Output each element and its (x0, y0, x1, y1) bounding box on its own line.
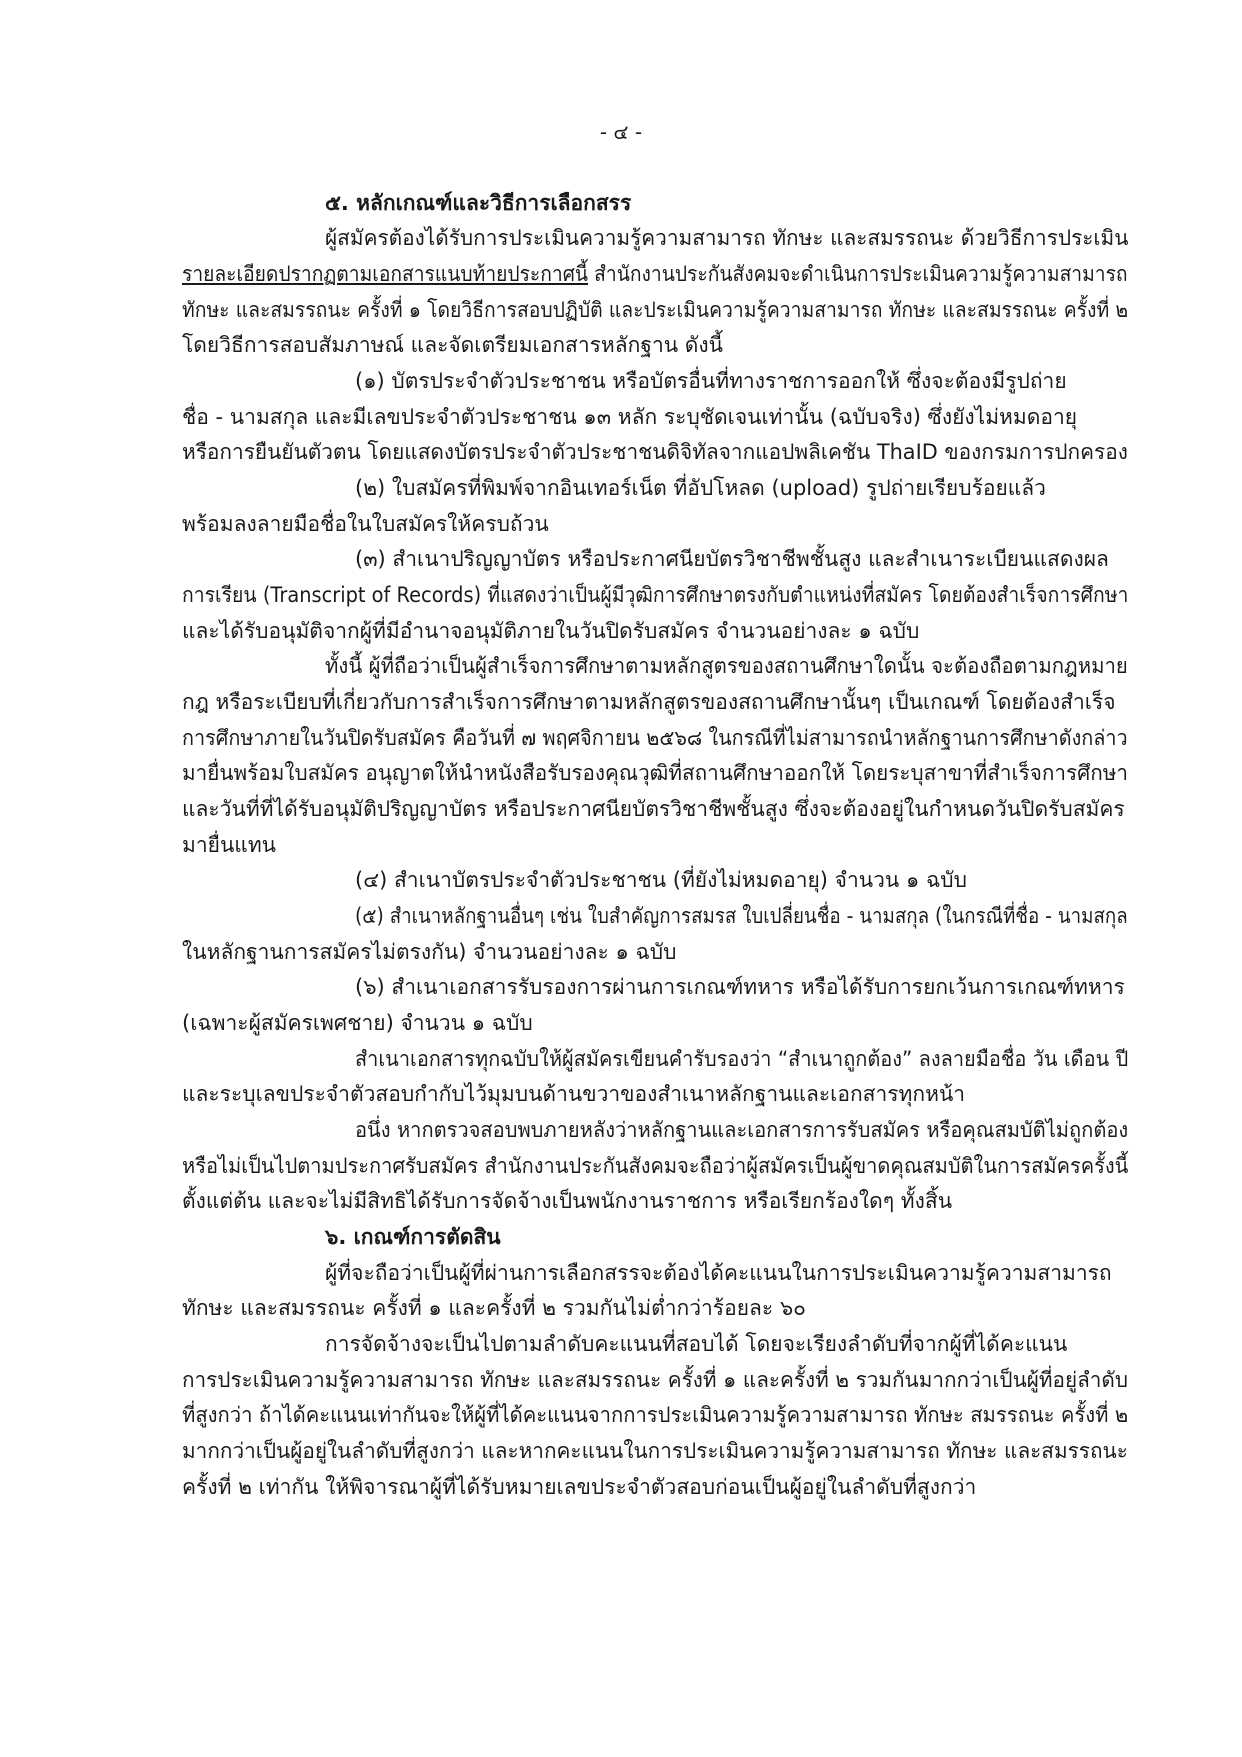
note-line: และวันที่ที่ได้รับอนุมัติปริญญาบัตร หรือประกาศนียบัตรวิชาชีพชั้นสูง ซึ่งจะต้องอยู่ในกำหนดวันปิดรับสมัคร (182, 797, 1125, 821)
certify-line: และระบุเลขประจำตัวสอบกำกับไว้มุมบนด้านขวาของสำเนาหลักฐานและเอกสารทุกหน้า (182, 1082, 966, 1106)
item1-line: ชื่อ - นามสกุล และมีเลขประจำตัวประชาชน ๑๓ หลัก ระบุชัดเจนเท่านั้น (ฉบับจริง) ซึ่งยังไม่หมดอายุ (182, 405, 1078, 429)
note-line: มายื่นพร้อมใบสมัคร อนุญาตให้นำหนังสือรับรองคุณวุฒิที่สถานศึกษาออกให้ โดยระบุสาขาที่สำเร็จการศึกษา (182, 761, 1129, 785)
warning-line: หรือไม่เป็นไปตามประกาศรับสมัคร สำนักงานประกันสังคมจะถือว่าผู้สมัครเป็นผู้ขาดคุณสมบัติในการสมัครครั้งนี้ (182, 1154, 1129, 1178)
section6-p2-line: การประเมินความรู้ความสามารถ ทักษะ และสมรรถนะ ครั้งที่ ๑ และครั้งที่ ๒ รวมกันมากกว่าเป็นผู้ที่อยู่ลำดับ (182, 1368, 1129, 1392)
note-line: กฎ หรือระเบียบที่เกี่ยวกับการสำเร็จการศึกษาตามหลักสูตรของสถานศึกษานั้นๆ เป็นเกณฑ์ โดยต้องสำเร็จ (182, 690, 1116, 714)
section6-p1-line: ผู้ที่จะถือว่าเป็นผู้ที่ผ่านการเลือกสรรจะต้องได้คะแนนในการประเมินความรู้ความสามารถ (325, 1261, 1112, 1285)
intro-rest: สำนักงานประกันสังคมจะดำเนินการประเมินความรู้ความสามารถ (588, 262, 1128, 286)
note-line: ทั้งนี้ ผู้ที่ถือว่าเป็นผู้สำเร็จการศึกษาตามหลักสูตรของสถานศึกษาใดนั้น จะต้องถือตามกฎหมาย (325, 654, 1128, 678)
note-line: มายื่นแทน (182, 833, 277, 857)
section6-heading: ๖. เกณฑ์การตัดสิน (325, 1225, 501, 1249)
section6-p2-line: ที่สูงกว่า ถ้าได้คะแนนเท่ากันจะให้ผู้ที่ได้คะแนนจากการประเมินความรู้ความสามารถ ทักษะ สมรรถนะ ครั้งที่ ๒ (182, 1403, 1129, 1427)
section5-intro-line: โดยวิธีการสอบสัมภาษณ์ และจัดเตรียมเอกสารหลักฐาน ดังนี้ (182, 333, 724, 357)
item5-line: ในหลักฐานการสมัครไม่ตรงกัน) จำนวนอย่างละ ๑ ฉบับ (182, 940, 677, 964)
note-line: การศึกษาภายในวันปิดรับสมัคร คือวันที่ ๗ พฤศจิกายน ๒๕๖๘ ในกรณีที่ไม่สามารถนำหลักฐานการศึกษาดังกล่าว (182, 726, 1128, 750)
item1-line: หรือการยืนยันตัวตน โดยแสดงบัตรประจำตัวประชาชนดิจิทัลจากแอปพลิเคชัน ThaID ของกรมการปกครอง (182, 440, 1128, 464)
section6-p2-line: มากกว่าเป็นผู้อยู่ในลำดับที่สูงกว่า และหากคะแนนในการประเมินความรู้ความสามารถ ทักษะ และสมรรถนะ (182, 1439, 1128, 1463)
item2-line: (๒) ใบสมัครที่พิมพ์จากอินเทอร์เน็ต ที่อัปโหลด (upload) รูปถ่ายเรียบร้อยแล้ว (355, 476, 1046, 500)
section5-intro-line: ผู้สมัครต้องได้รับการประเมินความรู้ความสามารถ ทักษะ และสมรรถนะ ด้วยวิธีการประเมิน (325, 226, 1129, 250)
item6-line: (เฉพาะผู้สมัครเพศชาย) จำนวน ๑ ฉบับ (182, 1011, 533, 1035)
section6-p2-line: ครั้งที่ ๒ เท่ากัน ให้พิจารณาผู้ที่ได้รับหมายเลขประจำตัวสอบก่อนเป็นผู้อยู่ในลำดับที่สูงกว่า (182, 1475, 977, 1499)
section5-intro-line (182, 257, 1128, 293)
certify-line: สำเนาเอกสารทุกฉบับให้ผู้สมัครเขียนคำรับรองว่า “สำเนาถูกต้อง” ลงลายมือชื่อ วัน เดือน ปี (355, 1047, 1129, 1071)
section5-heading: ๕. หลักเกณฑ์และวิธีการเลือกสรร (325, 191, 632, 215)
underlined-phrase: รายละเอียดปรากฏตามเอกสารแนบท้ายประกาศนี้ (182, 262, 589, 286)
warning-line: ตั้งแต่ต้น และจะไม่มีสิทธิได้รับการจัดจ้างเป็นพนักงานราชการ หรือเรียกร้องใดๆ ทั้งสิ้น (182, 1189, 953, 1213)
section6-p1-line: ทักษะ และสมรรถนะ ครั้งที่ ๑ และครั้งที่ ๒ รวมกันไม่ต่ำกว่าร้อยละ ๖๐ (182, 1296, 806, 1320)
item3-line: และได้รับอนุมัติจากผู้ที่มีอำนาจอนุมัติภายในวันปิดรับสมัคร จำนวนอย่างละ ๑ ฉบับ (182, 619, 920, 643)
item1-line: (๑) บัตรประจำตัวประชาชน หรือบัตรอื่นที่ทางราชการออกให้ ซึ่งจะต้องมีรูปถ่าย (355, 369, 1067, 393)
page-number: - ๔ - (599, 120, 643, 144)
item4-line: (๔) สำเนาบัตรประจำตัวประชาชน (ที่ยังไม่หมดอายุ) จำนวน ๑ ฉบับ (355, 868, 967, 892)
item6-line: (๖) สำเนาเอกสารรับรองการผ่านการเกณฑ์ทหาร หรือได้รับการยกเว้นการเกณฑ์ทหาร (355, 975, 1125, 999)
item3-line: (๓) สำเนาปริญญาบัตร หรือประกาศนียบัตรวิชาชีพชั้นสูง และสำเนาระเบียนแสดงผล (355, 547, 1109, 571)
item3-line: การเรียน (Transcript of Records) ที่แสดงว่าเป็นผู้มีวุฒิการศึกษาตรงกับตำแหน่งที่สมัคร โดยต้องสำเร็จการศึกษา (182, 583, 1129, 607)
warning-line: อนึ่ง หากตรวจสอบพบภายหลังว่าหลักฐานและเอกสารการรับสมัคร หรือคุณสมบัติไม่ถูกต้อง (355, 1118, 1129, 1142)
section5-intro-line: ทักษะ และสมรรถนะ ครั้งที่ ๑ โดยวิธีการสอบปฏิบัติ และประเมินความรู้ความสามารถ ทักษะ และสมรรถนะ ครั้งที่ ๒ (182, 298, 1129, 322)
item5-line: (๕) สำเนาหลักฐานอื่นๆ เช่น ใบสำคัญการสมรส ใบเปลี่ยนชื่อ - นามสกุล (ในกรณีที่ชื่อ - นามสกุล (355, 904, 1128, 928)
section6-p2-line: การจัดจ้างจะเป็นไปตามลำดับคะแนนที่สอบได้ โดยจะเรียงลำดับที่จากผู้ที่ได้คะแนน (325, 1332, 1068, 1356)
item2-line: พร้อมลงลายมือชื่อในใบสมัครให้ครบถ้วน (182, 512, 549, 536)
